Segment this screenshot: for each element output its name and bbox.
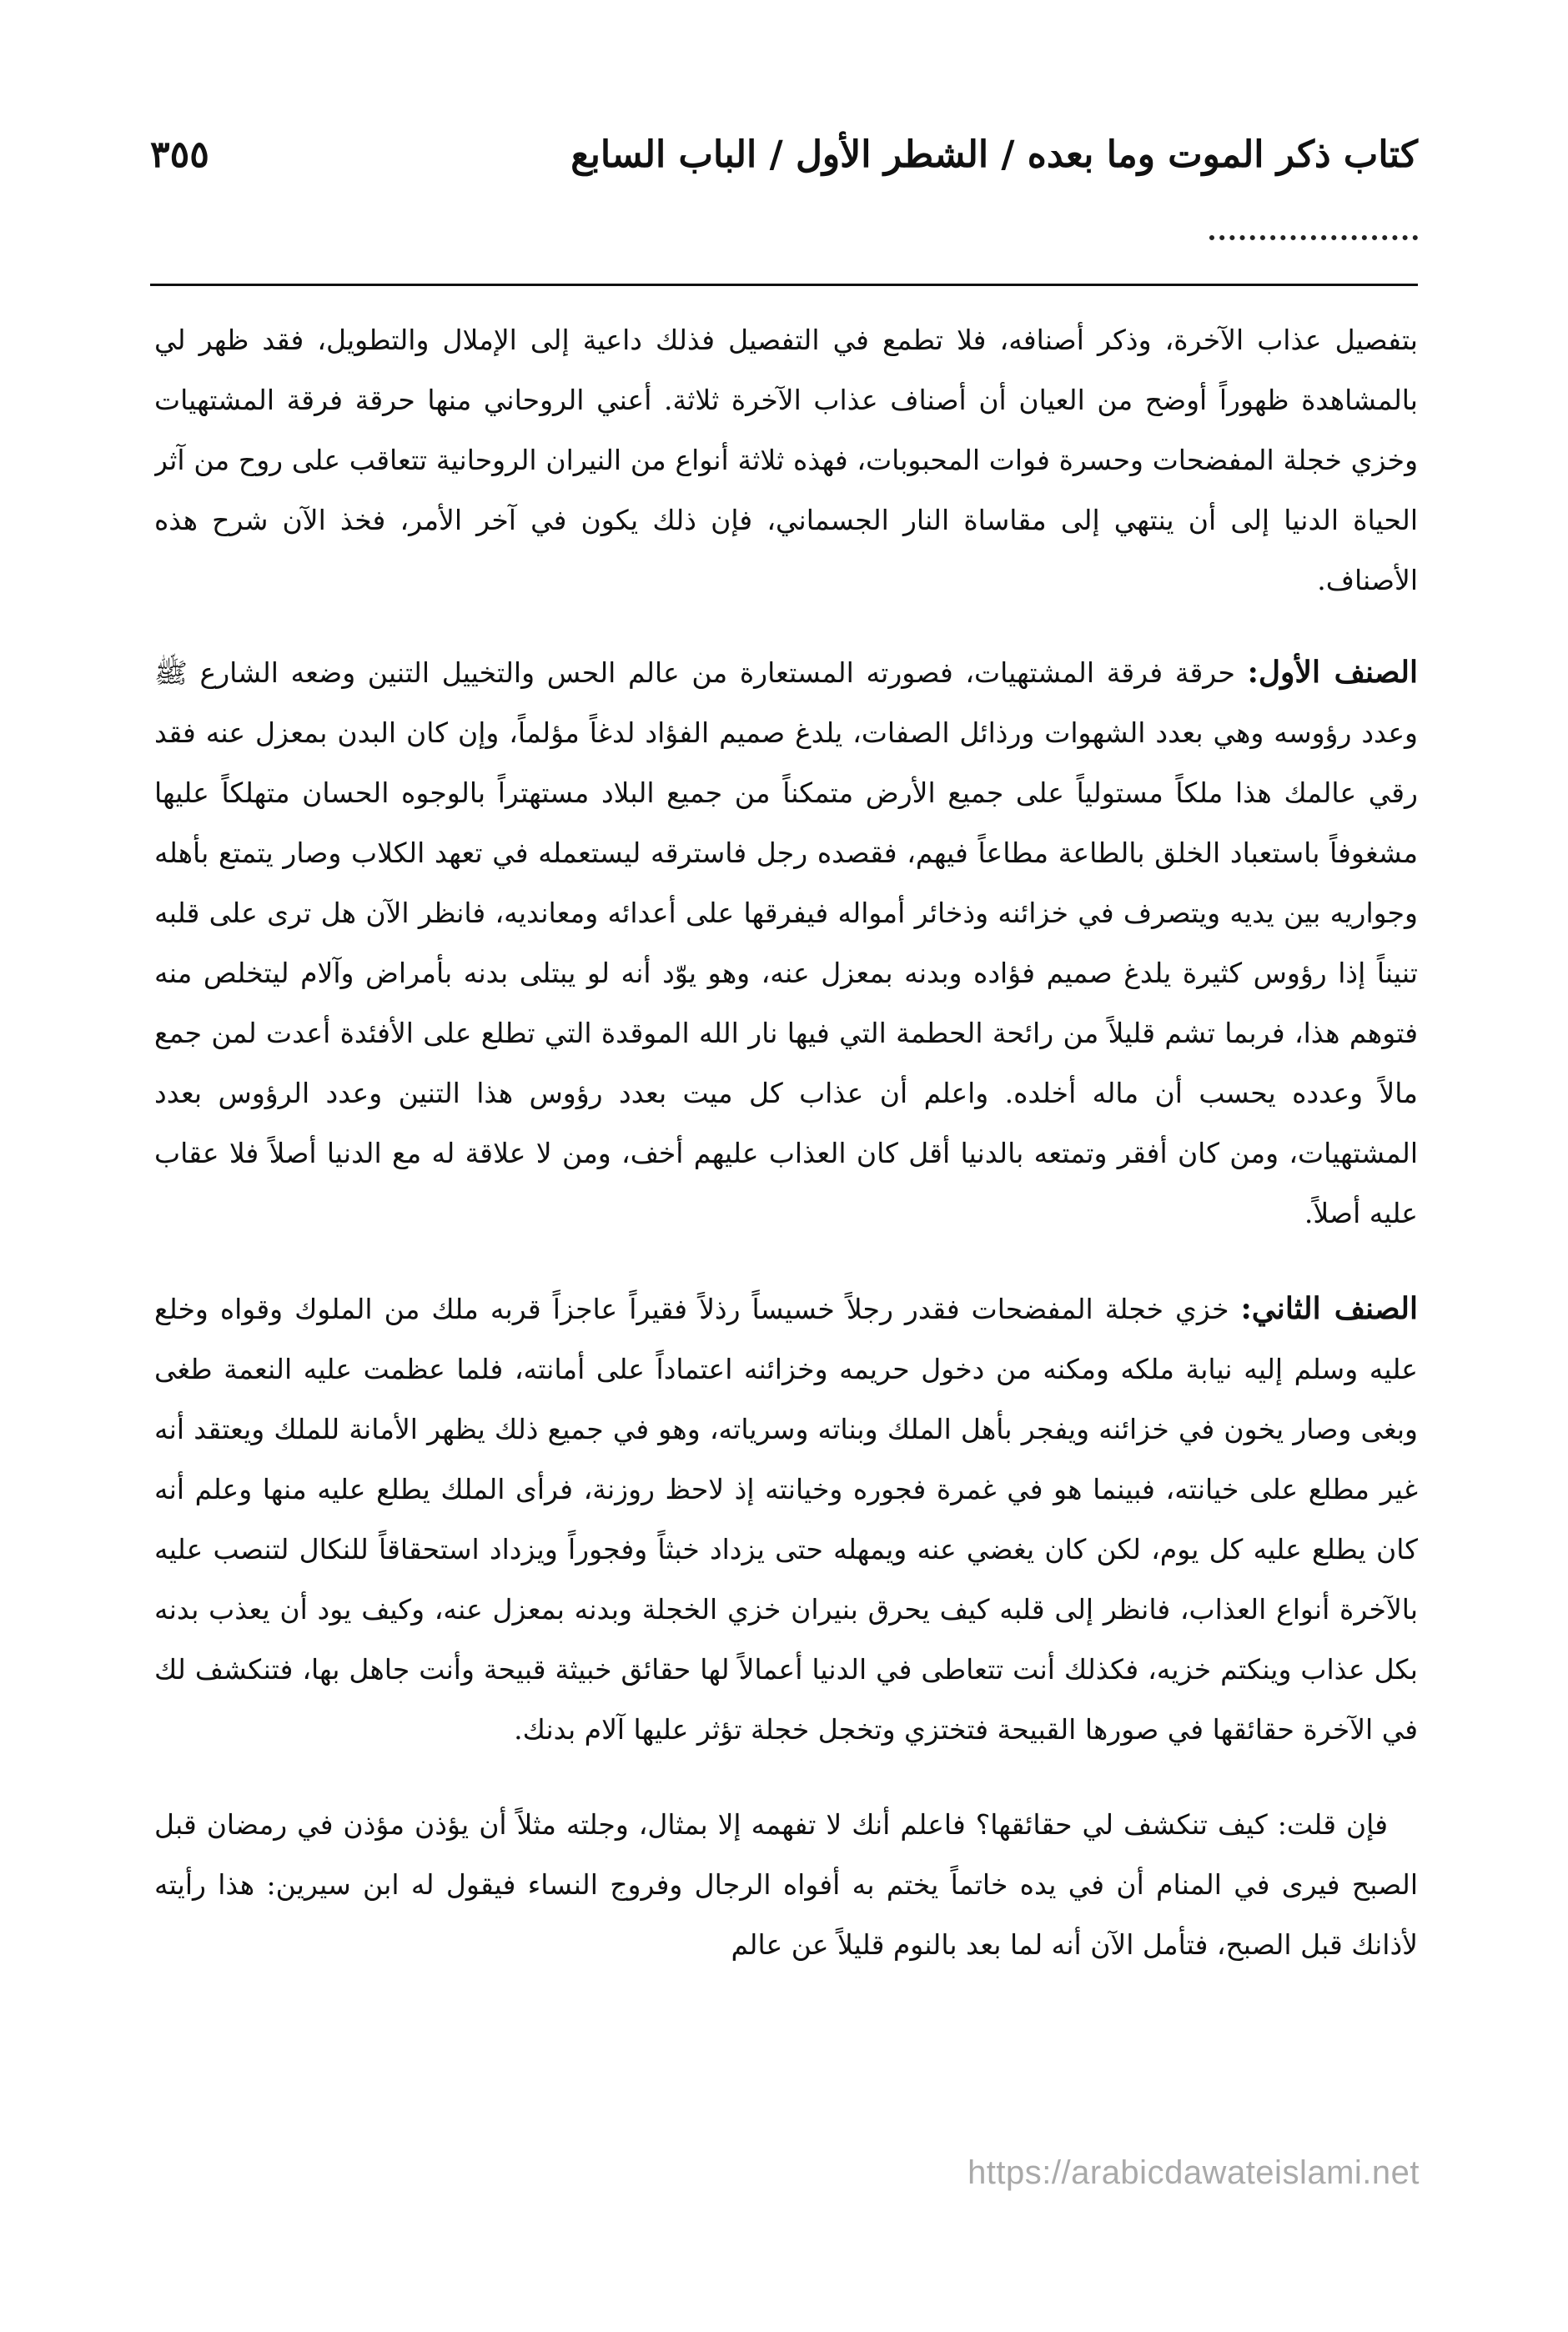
watermark: https://arabicdawateislami.net (967, 2154, 1420, 2191)
dotted-separator (1209, 230, 1418, 240)
paragraph-intro (154, 310, 1418, 611)
paragraph-text: بتفصيل عذاب الآخرة، وذكر أصنافه، فلا تطمع في التفصيل فذلك داعية إلى الإملال والتطويل، فقد ظهر لي بالمشاهدة ظهوراً أوضح من العيان أن أصناف عذاب الآخرة ثلاثة. أعني الروحاني منها حرقة فرقة المشتهيات وخزي خجلة المفضحات وحسرة فوات المحبوبات، فهذه ثلاثة أنواع من النيران الروحانية تتعاقب على روح من آثر الحياة الدنيا إلى أن ينتهي إلى مقاساة النار الجسماني، فإن ذلك يكون في آخر الأمر، فخذ الآن شرح هذه الأصناف. (154, 324, 1418, 596)
paragraph-text: حرقة فرقة المشتهيات، فصورته المستعارة من عالم الحس والتخييل التنين وضعه الشارع ﷺ وعدد رؤوسه وهي بعدد الشهوات ورذائل الصفات، يلدغ صميم الفؤاد لدغاً مؤلماً، وإن كان البدن بمعزل عنه فقد رقي عالمك هذا ملكاً مستولياً على جميع الأرض متمكناً من جميع البلاد مستهتراً بالوجوه الحسان متهلكاً عليها مشغوفاً باستعباد الخلق بالطاعة مطاعاً فيهم، فقصده رجل فاسترقه ليستعمله في تعهد الكلاب وصار يتمتع بأهله وجواريه بين يديه ويتصرف في خزائنه وذخائر أمواله فيفرقها على أعدائه ومعانديه، فانظر الآن هل ترى على قلبه تنيناً إذا رؤوس كثيرة يلدغ صميم فؤاده وبدنه بمعزل عنه، وهو يوّد أنه لو يبتلى بدنه بأمراض وآلام ليتخلص منه فتوهم هذا، فربما تشم قليلاً من رائحة الحطمة التي فيها نار الله الموقدة التي تطلع على الأفئدة أعدت لمن جمع مالاً وعدده يحسب أن ماله أخلده. واعلم أن عذاب كل ميت بعدد رؤوس هذا التنين وعدد الرؤوس بعدد المشتهيات، ومن كان أفقر وتمتعه بالدنيا أقل كان العذاب عليهم أخف، ومن لا علاقة له مع الدنيا أصلاً فلا عقاب عليه أصلاً. (154, 656, 1418, 1229)
paragraph-question (154, 1795, 1418, 1975)
page-header (150, 121, 1418, 188)
section-heading: الصنف الأول: (1247, 655, 1418, 690)
running-title: كتاب ذكر الموت وما بعده / الشطر الأول / الباب السابع (570, 133, 1418, 176)
paragraph-first-type (154, 642, 1418, 1244)
page-number: ٣٥٥ (150, 133, 209, 176)
paragraph-text: فإن قلت: كيف تنكشف لي حقائقها؟ فاعلم أنك لا تفهمه إلا بمثال، وجلته مثلاً أن يؤذن مؤذن في رمضان قبل الصبح فيرى في المنام أن في يده خاتماً يختم به أفواه الرجال وفروج النساء فيقول له ابن سيرين: هذا رأيته لأذانك قبل الصبح، فتأمل الآن أنه لما بعد بالنوم قليلاً عن عالم (154, 1808, 1418, 1961)
header-rule (150, 284, 1418, 286)
body-text (154, 310, 1418, 2215)
paragraph-text: خزي خجلة المفضحات فقدر رجلاً خسيساً رذلاً فقيراً عاجزاً قربه ملك من الملوك وقواه وخلع عليه وسلم إليه نيابة ملكه ومكنه من دخول حريمه وخزائنه اعتماداً على أمانته، فلما عظمت عليه النعمة طغى وبغى وصار يخون في خزائنه ويفجر بأهل الملك وبناته وسرياته، وهو في جميع ذلك يظهر الأمانة للملك ويعتقد أنه غير مطلع على خيانته، فبينما هو في غمرة فجوره وخيانته إذ لاحظ روزنة، فرأى الملك يطلع عليه منها وعلم أنه كان يطلع عليه كل يوم، لكن كان يغضي عنه ويمهله حتى يزداد خبثاً وفجوراً ويزداد استحقاقاً للنكال لتنصب عليه بالآخرة أنواع العذاب، فانظر إلى قلبه كيف يحرق بنيران خزي الخجلة وبدنه بمعزل عنه، وكيف يود أن يعذب بدنه بكل عذاب وينكتم خزيه، فكذلك أنت تتعاطى في الدنيا أعمالاً لها حقائق خبيثة قبيحة وأنت جاهل بها، فتنكشف لك في الآخرة حقائقها في صورها القبيحة فتختزي وتخجل خجلة تؤثر عليها آلام بدنك. (154, 1293, 1418, 1746)
section-heading: الصنف الثاني: (1240, 1291, 1418, 1326)
paragraph-second-type (154, 1279, 1418, 1760)
